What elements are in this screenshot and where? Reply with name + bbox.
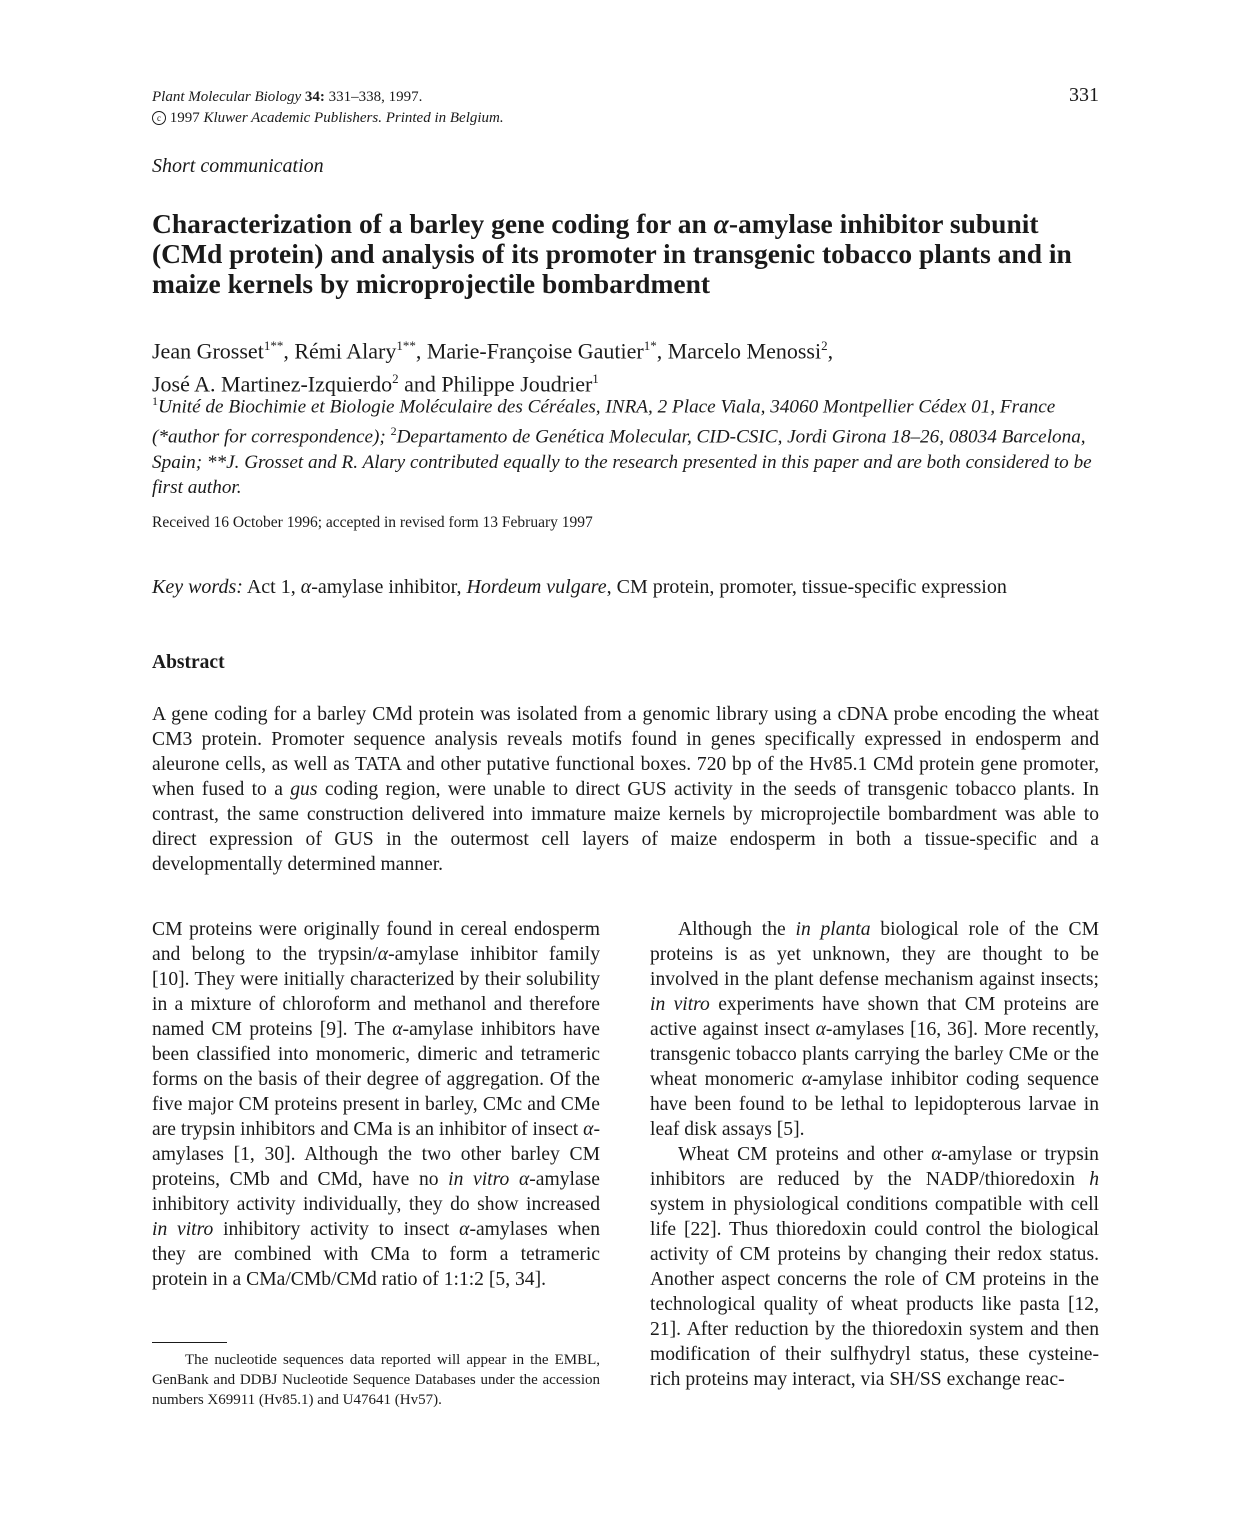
affiliation-sup: 2 [390,424,397,439]
body-column-right [650,917,1099,1392]
alpha: α [392,1019,403,1040]
text-run: -amylase inhibitor family [10]. They were initially characterized by their solubility in a mixture of chloroform and methanol and therefore named CM proteins [9]. The [152,944,601,1040]
text-run [509,1169,519,1190]
author-name: José A. Martinez-Izquierdo [152,371,393,397]
paragraph [650,1142,1099,1392]
italic-term: in vitro [152,1219,214,1240]
page-number: 331 [1069,84,1099,106]
italic-term: in planta [795,919,871,940]
alpha: α [815,1019,826,1040]
footnote-rule [152,1342,227,1343]
body-column-left [152,917,600,1292]
alpha: α [931,1144,942,1165]
author-name: and Philippe Joudrier [398,371,593,397]
abstract-heading: Abstract [152,652,225,673]
italic-term: h [1089,1169,1099,1190]
keyword-text: -amylase inhibitor, [311,576,467,598]
text-run: -amylases [1, 30]. Although the two other barley CM proteins, CMb and CMd, have no [152,1119,600,1190]
copyright-line [152,108,504,129]
author-sup: 2 [821,338,828,353]
author-name: , Marie-Françoise Gautier [415,338,644,364]
affiliation-text: Departamento de Genética Molecular, CID-CSIC, Jordi Girona 18–26, 08034 Barcelona, Spain; **J. Grosset and R. Alary contributed equally to the research presented in this paper and are both considered to be first author. [152,426,1092,498]
abstract-gus: gus [290,779,318,800]
title-part-1: Characterization of a barley gene coding for an [152,208,714,239]
author-line-1 [152,332,1102,365]
abstract-text: coding region, were unable to direct GUS activity in the seeds of transgenic tobacco plants. In contrast, the same construction delivered into immature maize kernels by microprojectile bombardment was able to direct expression of GUS in the outermost cell layers of maize endosperm in both a tissue-specific and a developmentally determined manner. [152,779,1099,875]
author-name: Jean Grosset [152,338,264,364]
journal-volume: 34: [304,89,325,105]
copyright-icon: c [152,111,166,125]
author-sup: 1 [592,371,599,387]
paper-title [152,209,1102,299]
keyword-text: Act 1, [242,576,301,598]
text-run: biological role of the CM proteins is as yet unknown, they are thought to be involved in the plant defense mechanism against insects; [650,919,1099,990]
alpha: α [583,1119,594,1140]
alpha: α [518,1169,530,1190]
author-sup: 1* [643,338,657,353]
journal-pages: 331–338, 1997. [328,89,423,105]
text-run: system in physiological conditions compatible with cell life [22]. Thus thioredoxin could control the biological activity of CM proteins by changing their redox status. Another aspect concerns the role of CM proteins in the technological quality of wheat products like pasta [12, 21]. After reduction by the thioredoxin system and then modification of their sulfhydryl status, these cysteine-rich proteins may interact, via SH/SS exchange reac- [650,1194,1099,1390]
text-run: -amylase inhibitor coding sequence have been found to be lethal to lepidopterous larvae in leaf disk assays [5]. [650,1069,1099,1140]
footnote: The nucleotide sequences data reported will appear in the EMBL, GenBank and DDBJ Nucleotide Sequence Databases under the accession numbers X69911 (Hv85.1) and U47641 (Hv57). [152,1352,600,1408]
text-run: Although the [678,919,796,940]
text-run: CM proteins were originally found in cereal endosperm and belong to the trypsin/ [152,919,600,965]
keywords-label: Key words: [152,576,243,598]
text-run: Wheat CM proteins and other [678,1144,932,1165]
abstract-body [152,702,1099,877]
keyword-species: Hordeum vulgare [466,576,607,598]
text-run: -amylase or trypsin inhibitors are reduced by the NADP/thioredoxin [650,1144,1099,1190]
journal-name: Plant Molecular Biology [152,89,302,105]
text-run: -amylases [16, 36]. More recently, transgenic tobacco plants carrying the barley CMe or the wheat monomeric [650,1019,1099,1090]
printed-in: Printed in Belgium. [385,110,504,126]
title-part-2: -amylase inhibitor subunit (CMd protein) and analysis of its promoter in transgenic tobacco plants and in maize kernels by microprojectile bombardment [152,208,1072,299]
received-dates: Received 16 October 1996; accepted in revised form 13 February 1997 [152,514,593,531]
journal-line [152,87,504,108]
keyword-alpha: α [300,576,312,598]
paragraph [650,917,1099,1142]
author-name: , Rémi Alary [283,338,397,364]
italic-term: in vitro [448,1169,510,1190]
text-run: -amylase inhibitors have been classified into monomeric, dimeric and tetrameric forms on the basis of their degree of aggregation. Of the five major CM proteins present in barley, CMc and CMe are trypsin inhibitors and CMa is an inhibitor of insect [152,1019,600,1140]
affiliation-text: Unité de Biochimie et Biologie Moléculaire des Céréales, INRA, 2 Place Viala, 34060 Montpellier Cédex 01, France (*author for correspondence); [152,396,1056,448]
text-run: -amylase inhibitory activity individually, they do show increased [152,1169,600,1215]
author-sup: 1** [396,338,416,353]
author-sup: 2 [392,371,399,387]
copyright-year: 1997 [169,110,200,126]
publisher: Kluwer Academic Publishers. [203,110,382,126]
alpha: α [801,1069,813,1090]
alpha: α [377,944,389,965]
affiliation-sup: 1 [152,394,158,408]
italic-term: in vitro [650,994,710,1015]
paragraph [152,917,600,1292]
abstract-text: A gene coding for a barley CMd protein was isolated from a genomic library using a cDNA probe encoding the wheat CM3 protein. Promoter sequence analysis reveals motifs found in genes specifically expressed in endosperm and aleurone cells, as well as TATA and other putative functional boxes. 720 bp of the Hv85.1 CMd protein gene promoter, when fused to a [152,704,1099,800]
keyword-text: , CM protein, promoter, tissue-specific expression [606,576,1007,598]
author-separator: , [827,338,834,364]
author-name: , Marcelo Menossi [656,338,822,364]
alpha: α [459,1219,470,1240]
author-sup: 1** [263,338,284,353]
section-label: Short communication [152,155,324,177]
title-alpha: α [713,208,729,239]
text-run: -amylases when they are combined with CMa to form a tetrameric protein in a CMa/CMb/CMd ratio of 1:1:2 [5, 34]. [152,1219,601,1290]
journal-citation [152,87,504,129]
keywords [152,576,1007,599]
affiliations [152,389,1107,500]
text-run: inhibitory activity to insect [213,1219,460,1240]
text-run: experiments have shown that CM proteins are active against insect [650,994,1099,1040]
